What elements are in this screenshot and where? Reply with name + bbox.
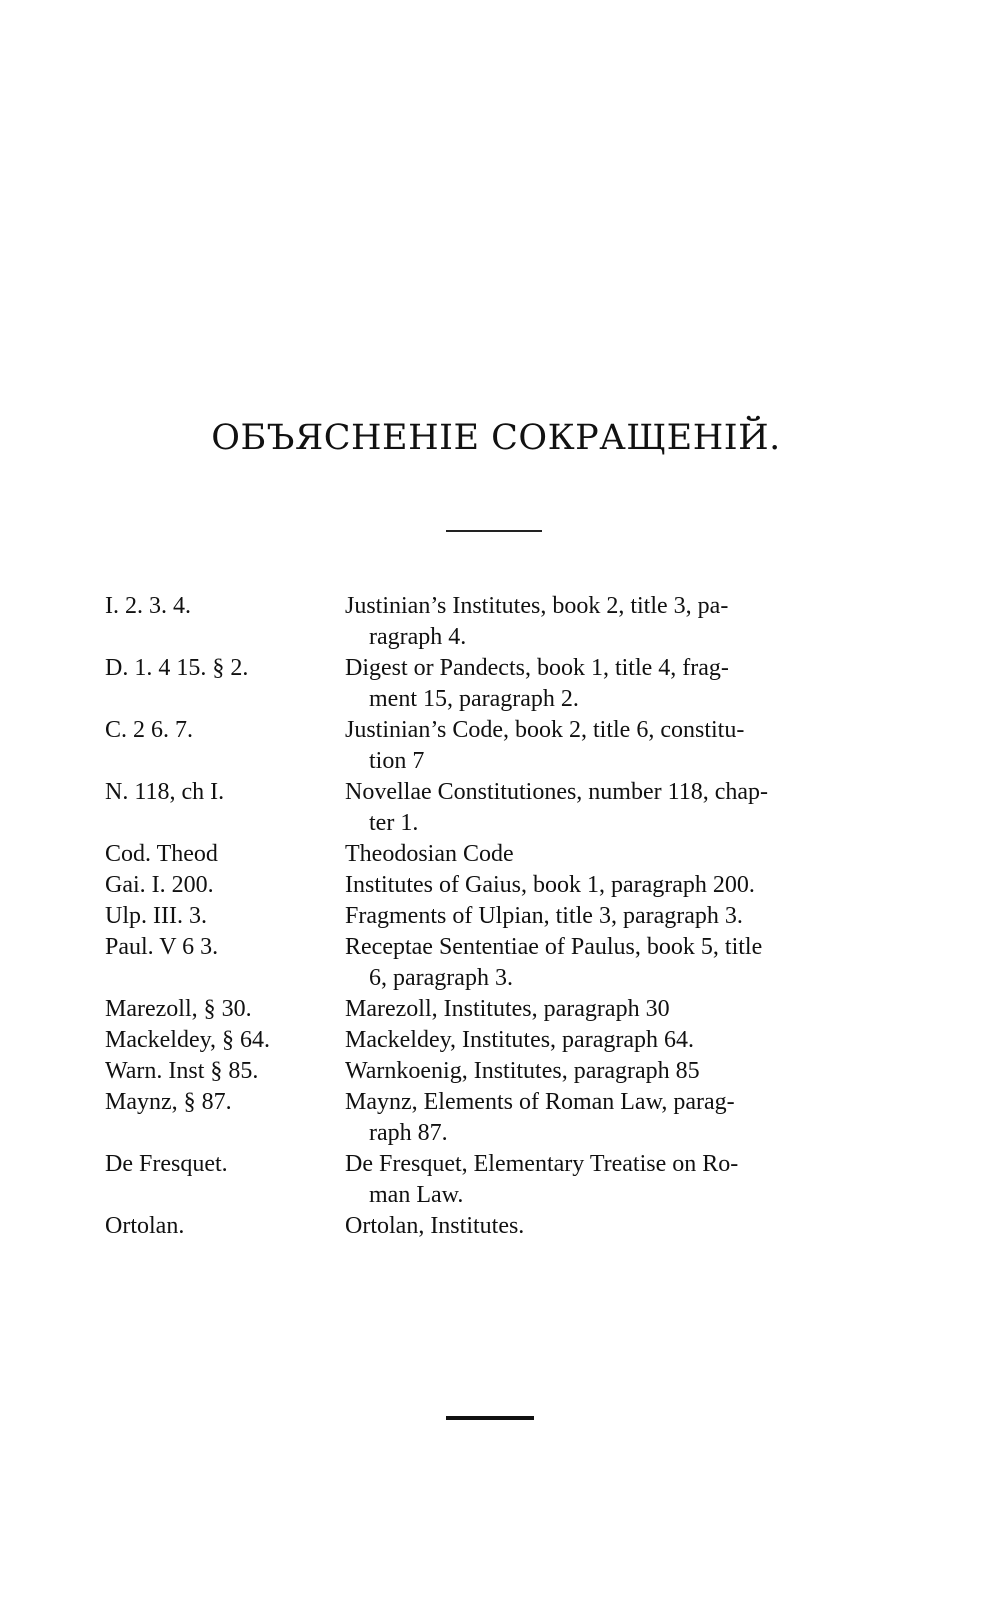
explanation-line: Warnkoenig, Institutes, paragraph 85 — [345, 1058, 700, 1084]
list-item — [105, 1087, 895, 1149]
explanation — [345, 1211, 889, 1242]
explanation — [345, 870, 889, 901]
title-divider — [446, 530, 542, 532]
abbreviation: Ortolan. — [105, 1213, 185, 1239]
abbreviation: Gai. I. 200. — [105, 872, 214, 898]
explanation-continuation: man Law. — [369, 1182, 464, 1208]
list-item — [105, 1211, 895, 1242]
explanation-line: Receptae Sententiae of Paulus, book 5, title — [345, 934, 763, 960]
list-item — [105, 1149, 895, 1211]
page-title: ОБЪЯСНЕНІЕ СОКРАЩЕНІЙ. — [211, 418, 781, 458]
explanation-line: Justinian’s Code, book 2, title 6, constitu- — [345, 717, 745, 743]
list-item — [105, 901, 895, 932]
explanation — [345, 777, 889, 839]
explanation — [345, 932, 889, 994]
explanation — [345, 1056, 889, 1087]
explanation-continuation: ment 15, paragraph 2. — [369, 686, 579, 712]
list-item — [105, 1025, 895, 1056]
explanation-line: Institutes of Gaius, book 1, paragraph 200. — [345, 872, 755, 898]
explanation — [345, 1025, 889, 1056]
explanation — [345, 901, 889, 932]
explanation-continuation: raph 87. — [369, 1120, 448, 1146]
list-item — [105, 870, 895, 901]
abbreviation: Mackeldey, § 64. — [105, 1027, 271, 1053]
explanation-line: De Fresquet, Elementary Treatise on Ro- — [345, 1151, 739, 1177]
explanation-line: Mackeldey, Institutes, paragraph 64. — [345, 1027, 694, 1053]
list-item — [105, 994, 895, 1025]
abbreviation: Maynz, § 87. — [105, 1089, 232, 1115]
abbreviation: D. 1. 4 15. § 2. — [105, 655, 249, 681]
explanation-line: Digest or Pandects, book 1, title 4, frag- — [345, 655, 729, 681]
explanation — [345, 1149, 889, 1211]
abbreviation: C. 2 6. 7. — [105, 717, 194, 743]
explanation-line: Theodosian Code — [345, 841, 514, 867]
list-item — [105, 1056, 895, 1087]
abbreviation-list — [105, 591, 895, 1242]
list-item — [105, 591, 895, 653]
explanation-continuation: ragraph 4. — [369, 624, 467, 650]
abbreviation: Marezoll, § 30. — [105, 996, 252, 1022]
explanation-line: Fragments of Ulpian, title 3, paragraph 3. — [345, 903, 743, 929]
end-divider — [446, 1416, 534, 1420]
explanation-line: Novellae Constitutiones, number 118, chap- — [345, 779, 769, 805]
abbreviation: I. 2. 3. 4. — [105, 593, 191, 619]
list-item — [105, 715, 895, 777]
explanation-line: Marezoll, Institutes, paragraph 30 — [345, 996, 670, 1022]
explanation-continuation: ter 1. — [369, 810, 419, 836]
explanation — [345, 1087, 889, 1149]
explanation-line: Ortolan, Institutes. — [345, 1213, 525, 1239]
explanation — [345, 994, 889, 1025]
explanation-line: Maynz, Elements of Roman Law, parag- — [345, 1089, 735, 1115]
explanation-line: Justinian’s Institutes, book 2, title 3, pa- — [345, 593, 729, 619]
abbreviation: Warn. Inst § 85. — [105, 1058, 259, 1084]
list-item — [105, 932, 895, 994]
list-item — [105, 653, 895, 715]
abbreviation: Ulp. III. 3. — [105, 903, 207, 929]
explanation — [345, 591, 889, 653]
abbreviation: Cod. Theod — [105, 841, 218, 867]
explanation-continuation: 6, paragraph 3. — [369, 965, 513, 991]
explanation — [345, 653, 889, 715]
abbreviation: N. 118, ch I. — [105, 779, 225, 805]
explanation — [345, 715, 889, 777]
list-item — [105, 839, 895, 870]
list-item — [105, 777, 895, 839]
explanation — [345, 839, 889, 870]
abbreviation: De Fresquet. — [105, 1151, 228, 1177]
explanation-continuation: tion 7 — [369, 748, 425, 774]
abbreviation: Paul. V 6 3. — [105, 934, 219, 960]
